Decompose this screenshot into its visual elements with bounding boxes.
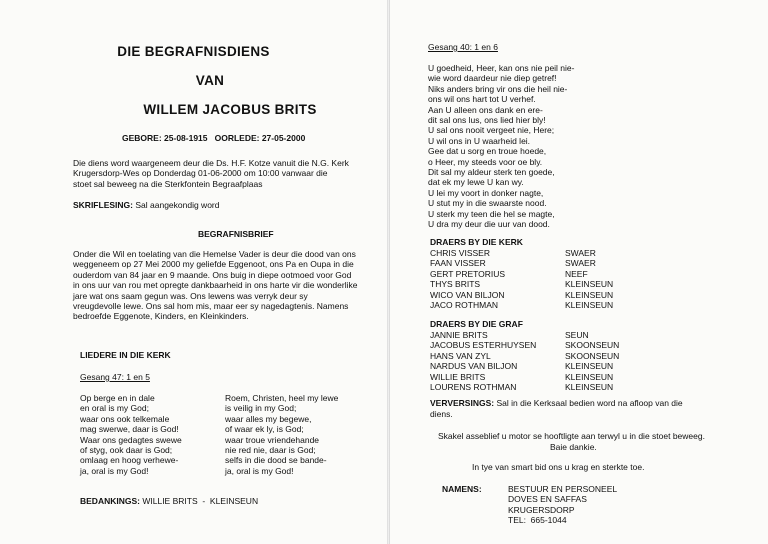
bearer-name: HANS VAN ZYL [430, 350, 491, 361]
bearer-relation: SWAER [565, 248, 596, 258]
verse-line: waar troue vriendehande [225, 434, 320, 445]
verse-1 [80, 393, 182, 476]
service-details [73, 158, 349, 189]
hymn-line: wie word daardeur nie diep getref! [428, 73, 557, 84]
list-item [430, 269, 613, 279]
brief-title: BEGRAFNISBRIEF [198, 229, 274, 239]
list-item [430, 290, 613, 300]
bearer-name: FAAN VISSER [430, 258, 486, 269]
hymn-line: o Heer, my steeds voor oe bly. [428, 156, 543, 167]
gesang-40: Gesang 40: 1 en 6 [428, 42, 498, 52]
service-title: DIE BEGRAFNISDIENS [117, 44, 270, 59]
skriflesing-text: Sal aangekondig word [135, 200, 220, 210]
verversings-label: VERVERSINGS: [430, 398, 495, 408]
service-line: Krugersdorp-Wes op Donderdag 01-06-2000 om 10:00 vanwaar die [73, 168, 328, 179]
skriflesing [73, 200, 219, 210]
brief-text [73, 249, 357, 322]
list-item [430, 248, 613, 258]
life-dates: GEBORE: 25-08-1915 OORLEDE: 27-05-2000 [122, 133, 306, 143]
draers-kerk-title: DRAERS BY DIE KERK [430, 237, 523, 247]
brief-line: ouderdom van 84 jaar en 9 maande. Ons buig in diepe ootmoed voor God [73, 269, 352, 280]
verse-line: ja, oral is my God! [225, 465, 294, 476]
verse-line: waar alles my begewe, [225, 413, 312, 424]
bearer-name: CHRIS VISSER [430, 248, 490, 258]
list-item [430, 372, 619, 382]
hymn-line: Niks anders bring vir ons die heil nie- [428, 83, 568, 94]
skakel-notice: Skakel asseblief u motor se hooftligte aan terwyl u in die stoet beweeg. [438, 431, 705, 441]
brief-line: Onder die Wil en toelating van die Hemelse Vader is deur die dood van ons [73, 249, 356, 259]
verse-line: selfs in die dood se bande- [225, 455, 327, 466]
verse-line: en oral is my God; [80, 403, 149, 414]
hymn-line: ons wil ons hart tot U verhef. [428, 94, 536, 105]
verse-line: nie red nie, daar is God; [225, 445, 316, 456]
namens-line: KRUGERSDORP [508, 504, 575, 515]
verse-line: Roem, Christen, heel my lewe [225, 393, 339, 403]
hymn-text [428, 63, 574, 230]
verse-line: waar ons ook telkemale [80, 413, 170, 424]
hymn-line: U sterk my teen die hel se magte, [428, 208, 555, 219]
hymn-line: U wil ons in U waarheid lei. [428, 135, 531, 146]
bearer-name: WICO VAN BILJON [430, 289, 505, 300]
bearer-name: NARDUS VAN BILJON [430, 361, 518, 372]
bearer-relation: KLEINSEUN [565, 300, 614, 311]
draers-graf-title: DRAERS BY DIE GRAF [430, 319, 523, 329]
hymn-line: Gee dat u sorg en troue hoede, [428, 146, 547, 157]
deceased-name: WILLEM JACOBUS BRITS [143, 102, 317, 117]
bearer-relation: SKOONSEUN [565, 340, 620, 351]
hymn-line: Dit sal my aldeur sterk ten goede, [428, 167, 555, 178]
verse-line: omlaag en hoog verhewe- [80, 455, 179, 466]
bearer-relation: KLEINSEUN [565, 382, 614, 393]
namens-line: DOVES EN SAFFAS [508, 494, 587, 505]
draers-graf-list [430, 330, 619, 392]
sympathy-line: In tye van smart bid ons u krag en sterkte toe. [472, 462, 645, 472]
verse-line: ja, oral is my God! [80, 465, 149, 476]
bearer-relation: NEEF [565, 268, 588, 279]
verversings-line-2: diens. [430, 409, 453, 419]
list-item [430, 258, 613, 268]
hymn-line: Aan U alleen ons dank en ere- [428, 104, 543, 115]
bearer-relation: SEUN [565, 330, 589, 340]
hymn-line: U lei my voort in donker nagte, [428, 187, 544, 198]
bearer-relation: KLEINSEUN [565, 279, 614, 290]
bedankings [80, 496, 258, 506]
verse-line: Op berge en in dale [80, 393, 155, 403]
brief-line: in ons uur van rou met opregte dankbaarheid in ons harte vir die wonderlike [73, 280, 358, 291]
list-item [430, 340, 619, 350]
service-line: stoet sal beweeg na die Sterkfontein Begraafplaas [73, 178, 263, 189]
bearer-name: GERT PRETORIUS [430, 268, 506, 279]
brief-line: weggeneem op 27 Mei 2000 my geliefde Eggenoot, ons Pa en Oupa in die [73, 259, 354, 270]
hymn-line: dat ek my lewe U kan wy. [428, 177, 524, 188]
bearer-relation: KLEINSEUN [565, 289, 614, 300]
bearer-relation: SWAER [565, 258, 596, 269]
list-item [430, 382, 619, 392]
bearer-name: THYS BRITS [430, 279, 481, 290]
bearer-relation: KLEINSEUN [565, 371, 614, 382]
verse-line: of styg, ook daar is God; [80, 445, 173, 456]
verse-line: mag swerwe, daar is God! [80, 424, 179, 435]
bearer-relation: KLEINSEUN [565, 361, 614, 372]
brief-line: bedroefde Eggenote, Kinders, en Kleinkinders. [73, 311, 249, 322]
bedankings-label: BEDANKINGS: [80, 496, 140, 506]
namens-list [508, 484, 617, 526]
bearer-name: JACO ROTHMAN [430, 300, 498, 311]
van-heading: VAN [195, 73, 225, 88]
hymn-line: U sal ons nooit vergeet nie, Here; [428, 125, 555, 136]
namens-line: BESTUUR EN PERSONEEL [508, 484, 618, 494]
bearer-name: JANNIE BRITS [430, 330, 488, 340]
verse-line: is veilig in my God; [225, 403, 297, 414]
verversings [430, 398, 683, 408]
hymn-line: U stut my in die swaarste nood. [428, 198, 547, 209]
hymn-line: U dra my deur die uur van dood. [428, 219, 550, 230]
brief-line: jare wat ons saam gegun was. Ons lewens was verryk deur sy [73, 290, 308, 301]
bearer-relation: SKOONSEUN [565, 350, 620, 361]
bearer-name: WILLIE BRITS [430, 371, 486, 382]
verse-2 [225, 393, 338, 476]
verse-line: Waar ons gedagtes swewe [80, 434, 182, 445]
list-item [430, 361, 619, 371]
right-page [390, 0, 768, 544]
verse-line: of waar ek ly, is God; [225, 424, 304, 435]
bedankings-text: WILLIE BRITS - KLEINSEUN [142, 496, 259, 506]
hymn-line: dit sal ons lus, ons lied hier bly! [428, 115, 546, 126]
namens-line: TEL: 665-1044 [508, 515, 567, 526]
hymn-line: U goedheid, Heer, kan ons nie peil nie- [428, 63, 575, 73]
bearer-name: LOURENS ROTHMAN [430, 382, 517, 393]
brief-line: vreugdevolle lewe. Ons sal hom mis, maar eer sy nagedagtenis. Namens [73, 301, 349, 312]
draers-kerk-list [430, 248, 613, 310]
list-item [430, 279, 613, 289]
namens-label: NAMENS: [442, 484, 482, 494]
list-item [430, 330, 619, 340]
list-item [430, 300, 613, 310]
list-item [430, 351, 619, 361]
baie-dankie: Baie dankie. [550, 442, 597, 452]
bearer-name: JACOBUS ESTERHUYSEN [430, 340, 537, 351]
verversings-text: Sal in die Kerksaal bedien word na afloop van die [496, 398, 683, 408]
liedere-title: LIEDERE IN DIE KERK [80, 350, 171, 360]
gesang-47: Gesang 47: 1 en 5 [80, 372, 150, 382]
skriflesing-label: SKRIFLESING: [73, 200, 133, 210]
service-line: Die diens word waargeneem deur die Ds. H.F. Kotze vanuit die N.G. Kerk [73, 158, 349, 168]
